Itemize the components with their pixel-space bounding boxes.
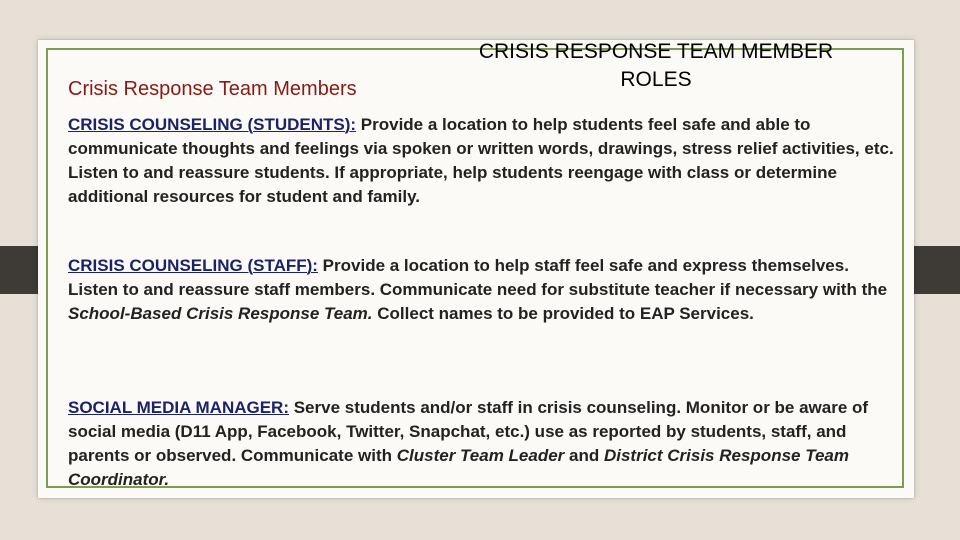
section-label-counseling-staff: CRISIS COUNSELING (STAFF): (68, 256, 318, 275)
section-text-counseling-staff: Provide a location to help staff feel safe and express themselves. Listen to and reassure staff members. Communicate need for substitute teacher if necessary with the (68, 256, 888, 299)
section-counseling-staff (68, 254, 898, 326)
district-coordinator-reference: District Crisis Response Team Coordinator. (68, 446, 849, 489)
section-text-counseling-students: Provide a location to help students feel safe and able to communicate thoughts and feelings via spoken or written words, drawings, stress relief activities, etc. Listen to and reassure students. If appropriate, help students reengage with class or determine additional resources for student and family. (68, 115, 894, 206)
slide-title: CRISIS RESPONSE TEAM MEMBER ROLES (478, 40, 834, 91)
section-text-social-media-and: and (564, 446, 604, 465)
crisis-team-members-heading: Crisis Response Team Members (68, 78, 357, 100)
section-social-media-manager (68, 396, 898, 492)
section-label-social-media-manager: SOCIAL MEDIA MANAGER: (68, 398, 289, 417)
section-text-social-media-manager: Serve students and/or staff in crisis counseling. Monitor or be aware of social media (D11 App, Facebook, Twitter, Snapchat, etc.) use as reported by students, staff, and parents or observed. Communicate with (68, 398, 869, 465)
section-label-counseling-students: CRISIS COUNSELING (STUDENTS): (68, 115, 357, 134)
cluster-team-leader-reference: Cluster Team Leader (396, 446, 565, 465)
school-based-team-reference: School-Based Crisis Response Team. (68, 304, 373, 323)
section-text-counseling-staff-end: Collect names to be provided to EAP Services. (372, 304, 754, 323)
section-counseling-students (68, 113, 898, 209)
